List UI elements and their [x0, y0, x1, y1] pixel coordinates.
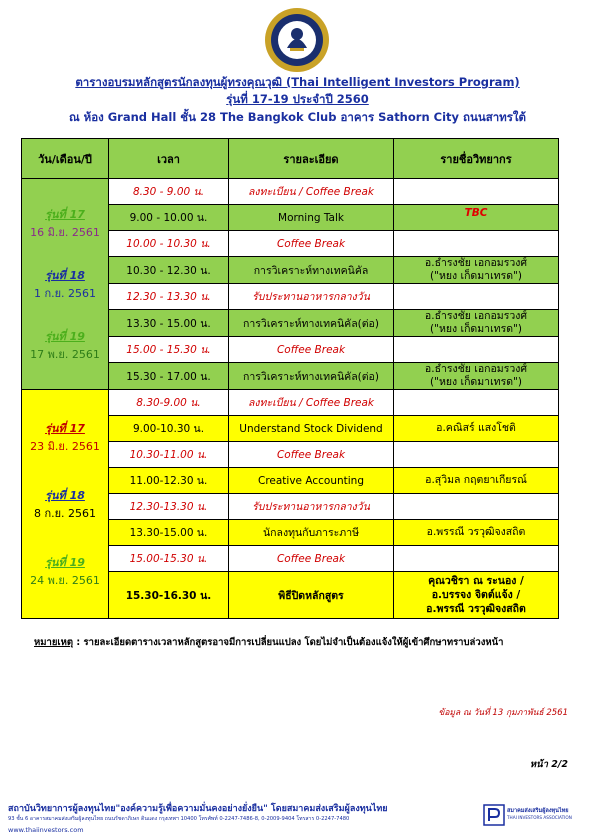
header-detail: รายละเอียด	[229, 139, 394, 179]
speaker-name: อ.ธำรงชัย เอกอมรวงศ์	[424, 363, 528, 375]
table-row	[22, 390, 559, 416]
detail-cell: Understand Stock Dividend	[229, 416, 394, 442]
round-date: 17 พ.ย. 2561	[30, 347, 100, 361]
data-as-of: ข้อมูล ณ วันที่ 13 กุมภาพันธ์ 2561	[438, 708, 568, 718]
time-cell: 15.30-16.30 น.	[109, 572, 229, 619]
footer-address: 93 ชั้น 6 อาคารสมาคมส่งเสริมผู้ลงทุนไทย ถนนรัชดาภิเษก ดินแดง กรุงเทพฯ 10400 โทรศัพท์ 0-2247-7486-8, 0-2009-9404 โทรสาร 0-2247-7480	[8, 816, 350, 822]
remark-text: : รายละเอียดตารางเวลาหลักสูตรอาจมีการเปลี่ยนแปลง โดยไม่จำเป็นต้องแจ้งให้ผู้เข้าศึกษาทราบล่วงหน้า	[73, 637, 504, 648]
detail-cell: Coffee Break	[229, 231, 394, 257]
speaker-cell	[394, 572, 559, 619]
detail-cell: นักลงทุนกับภาระภาษี	[229, 520, 394, 546]
speaker-name: อ.ธำรงชัย เอกอมรวงศ์	[424, 257, 528, 269]
speaker-cell	[394, 390, 559, 416]
speaker-cell	[394, 494, 559, 520]
round-date: 8 ก.ย. 2561	[33, 506, 97, 520]
table-header-row	[22, 139, 559, 179]
speaker-cell	[394, 257, 559, 284]
speaker-alias: ("หยง เก็ดมาเทรด")	[430, 376, 522, 388]
round-date: 1 ก.ย. 2561	[33, 286, 97, 300]
time-cell: 12.30-13.30 น.	[109, 494, 229, 520]
group1-dates	[22, 179, 109, 390]
round-date: 23 มิ.ย. 2561	[30, 440, 100, 454]
speaker-name: อ.ธำรงชัย เอกอมรวงศ์	[424, 310, 528, 322]
academy-logo	[257, 6, 337, 74]
detail-cell: Morning Talk	[229, 205, 394, 231]
table-row	[22, 179, 559, 205]
time-cell: 15.00-15.30 น.	[109, 546, 229, 572]
detail-cell: การวิเคราะห์ทางเทคนิคัล(ต่อ)	[229, 310, 394, 337]
round-date: 24 พ.ย. 2561	[30, 573, 100, 587]
detail-cell: รับประทานอาหารกลางวัน	[229, 494, 394, 520]
detail-cell: Coffee Break	[229, 546, 394, 572]
round-label: รุ่นที่ 18	[45, 268, 85, 282]
program-title: ตารางอบรมหลักสูตรนักลงทุนผู้ทรงคุณวุฒิ (Thai Intelligent Investors Program)	[75, 75, 520, 89]
remark-label: หมายเหตุ	[34, 637, 74, 648]
schedule-table	[21, 138, 559, 619]
speaker-cell	[394, 337, 559, 363]
detail-cell: Creative Accounting	[229, 468, 394, 494]
detail-cell: การวิเคราะห์ทางเทคนิคัล	[229, 257, 394, 284]
association-name-en: THAI INVESTORS ASSOCIATION	[507, 815, 572, 820]
header-speaker: รายชื่อวิทยากร	[394, 139, 559, 179]
detail-cell: Coffee Break	[229, 442, 394, 468]
time-cell: 15.30 - 17.00 น.	[109, 363, 229, 390]
speaker-cell	[394, 284, 559, 310]
speaker-cell	[394, 546, 559, 572]
round-label: รุ่นที่ 17	[45, 422, 85, 436]
round-label: รุ่นที่ 19	[45, 329, 85, 343]
program-batch: รุ่นที่ 17-19 ประจำปี 2560	[226, 92, 369, 106]
speaker-cell	[394, 310, 559, 337]
page-number: หน้า 2/2	[529, 759, 568, 770]
speaker-cell: อ.คณิสร์ แสงโชติ	[394, 416, 559, 442]
time-cell: 8.30 - 9.00 น.	[109, 179, 229, 205]
time-cell: 10.00 - 10.30 น.	[109, 231, 229, 257]
time-cell: 15.00 - 15.30 น.	[109, 337, 229, 363]
speaker-alias: ("หยง เก็ดมาเทรด")	[430, 323, 522, 335]
round-label: รุ่นที่ 17	[45, 208, 85, 222]
time-cell: 10.30-11.00 น.	[109, 442, 229, 468]
time-cell: 12.30 - 13.30 น.	[109, 284, 229, 310]
speaker-cell: อ.พรรณี วรวุฒิจงสถิต	[394, 520, 559, 546]
header-time: เวลา	[109, 139, 229, 179]
time-cell: 13.30-15.00 น.	[109, 520, 229, 546]
speaker-cell	[394, 231, 559, 257]
speaker-name: อ.บรรจง จิตต์แจ้ง /	[431, 589, 521, 601]
detail-cell: พิธีปิดหลักสูตร	[229, 572, 394, 619]
speaker-cell: อ.สุวิมล กฤตยาเกียรณ์	[394, 468, 559, 494]
time-cell: 11.00-12.30 น.	[109, 468, 229, 494]
detail-cell: รับประทานอาหารกลางวัน	[229, 284, 394, 310]
speaker-name: คุณวชิรา ณ ระนอง /	[428, 575, 524, 587]
program-venue: ณ ห้อง Grand Hall ชั้น 28 The Bangkok Club อาคาร Sathorn City ถนนสาทรใต้	[68, 110, 527, 124]
footer-website: www.thaiinvestors.com	[8, 826, 84, 834]
speaker-cell	[394, 363, 559, 390]
round-date: 16 มิ.ย. 2561	[30, 226, 100, 240]
time-cell: 9.00 - 10.00 น.	[109, 205, 229, 231]
speaker-cell	[394, 179, 559, 205]
round-label: รุ่นที่ 18	[45, 488, 85, 502]
detail-cell: ลงทะเบียน / Coffee Break	[229, 390, 394, 416]
speaker-name: อ.พรรณี วรวุฒิจงสถิต	[426, 603, 526, 615]
header-date: วัน/เดือน/ปี	[22, 139, 109, 179]
speaker-cell	[394, 442, 559, 468]
detail-cell: การวิเคราะห์ทางเทคนิคัล(ต่อ)	[229, 363, 394, 390]
time-cell: 10.30 - 12.30 น.	[109, 257, 229, 284]
remark	[34, 635, 503, 650]
time-cell: 9.00-10.30 น.	[109, 416, 229, 442]
detail-cell: ลงทะเบียน / Coffee Break	[229, 179, 394, 205]
association-logo	[483, 804, 505, 826]
group2-dates	[22, 390, 109, 619]
time-cell: 13.30 - 15.00 น.	[109, 310, 229, 337]
speaker-alias: ("หยง เก็ดมาเทรด")	[430, 270, 522, 282]
speaker-cell: TBC	[394, 205, 559, 231]
round-label: รุ่นที่ 19	[45, 555, 85, 569]
association-name-th: สมาคมส่งเสริมผู้ลงทุนไทย	[507, 808, 569, 814]
footer-org: สถาบันวิทยาการผู้ลงทุนไทย"องค์ความรู้เพื่อความมั่นคงอย่างยั่งยืน" โดยสมาคมส่งเสริมผู้ลงทุนไทย	[8, 804, 388, 814]
detail-cell: Coffee Break	[229, 337, 394, 363]
time-cell: 8.30-9.00 น.	[109, 390, 229, 416]
